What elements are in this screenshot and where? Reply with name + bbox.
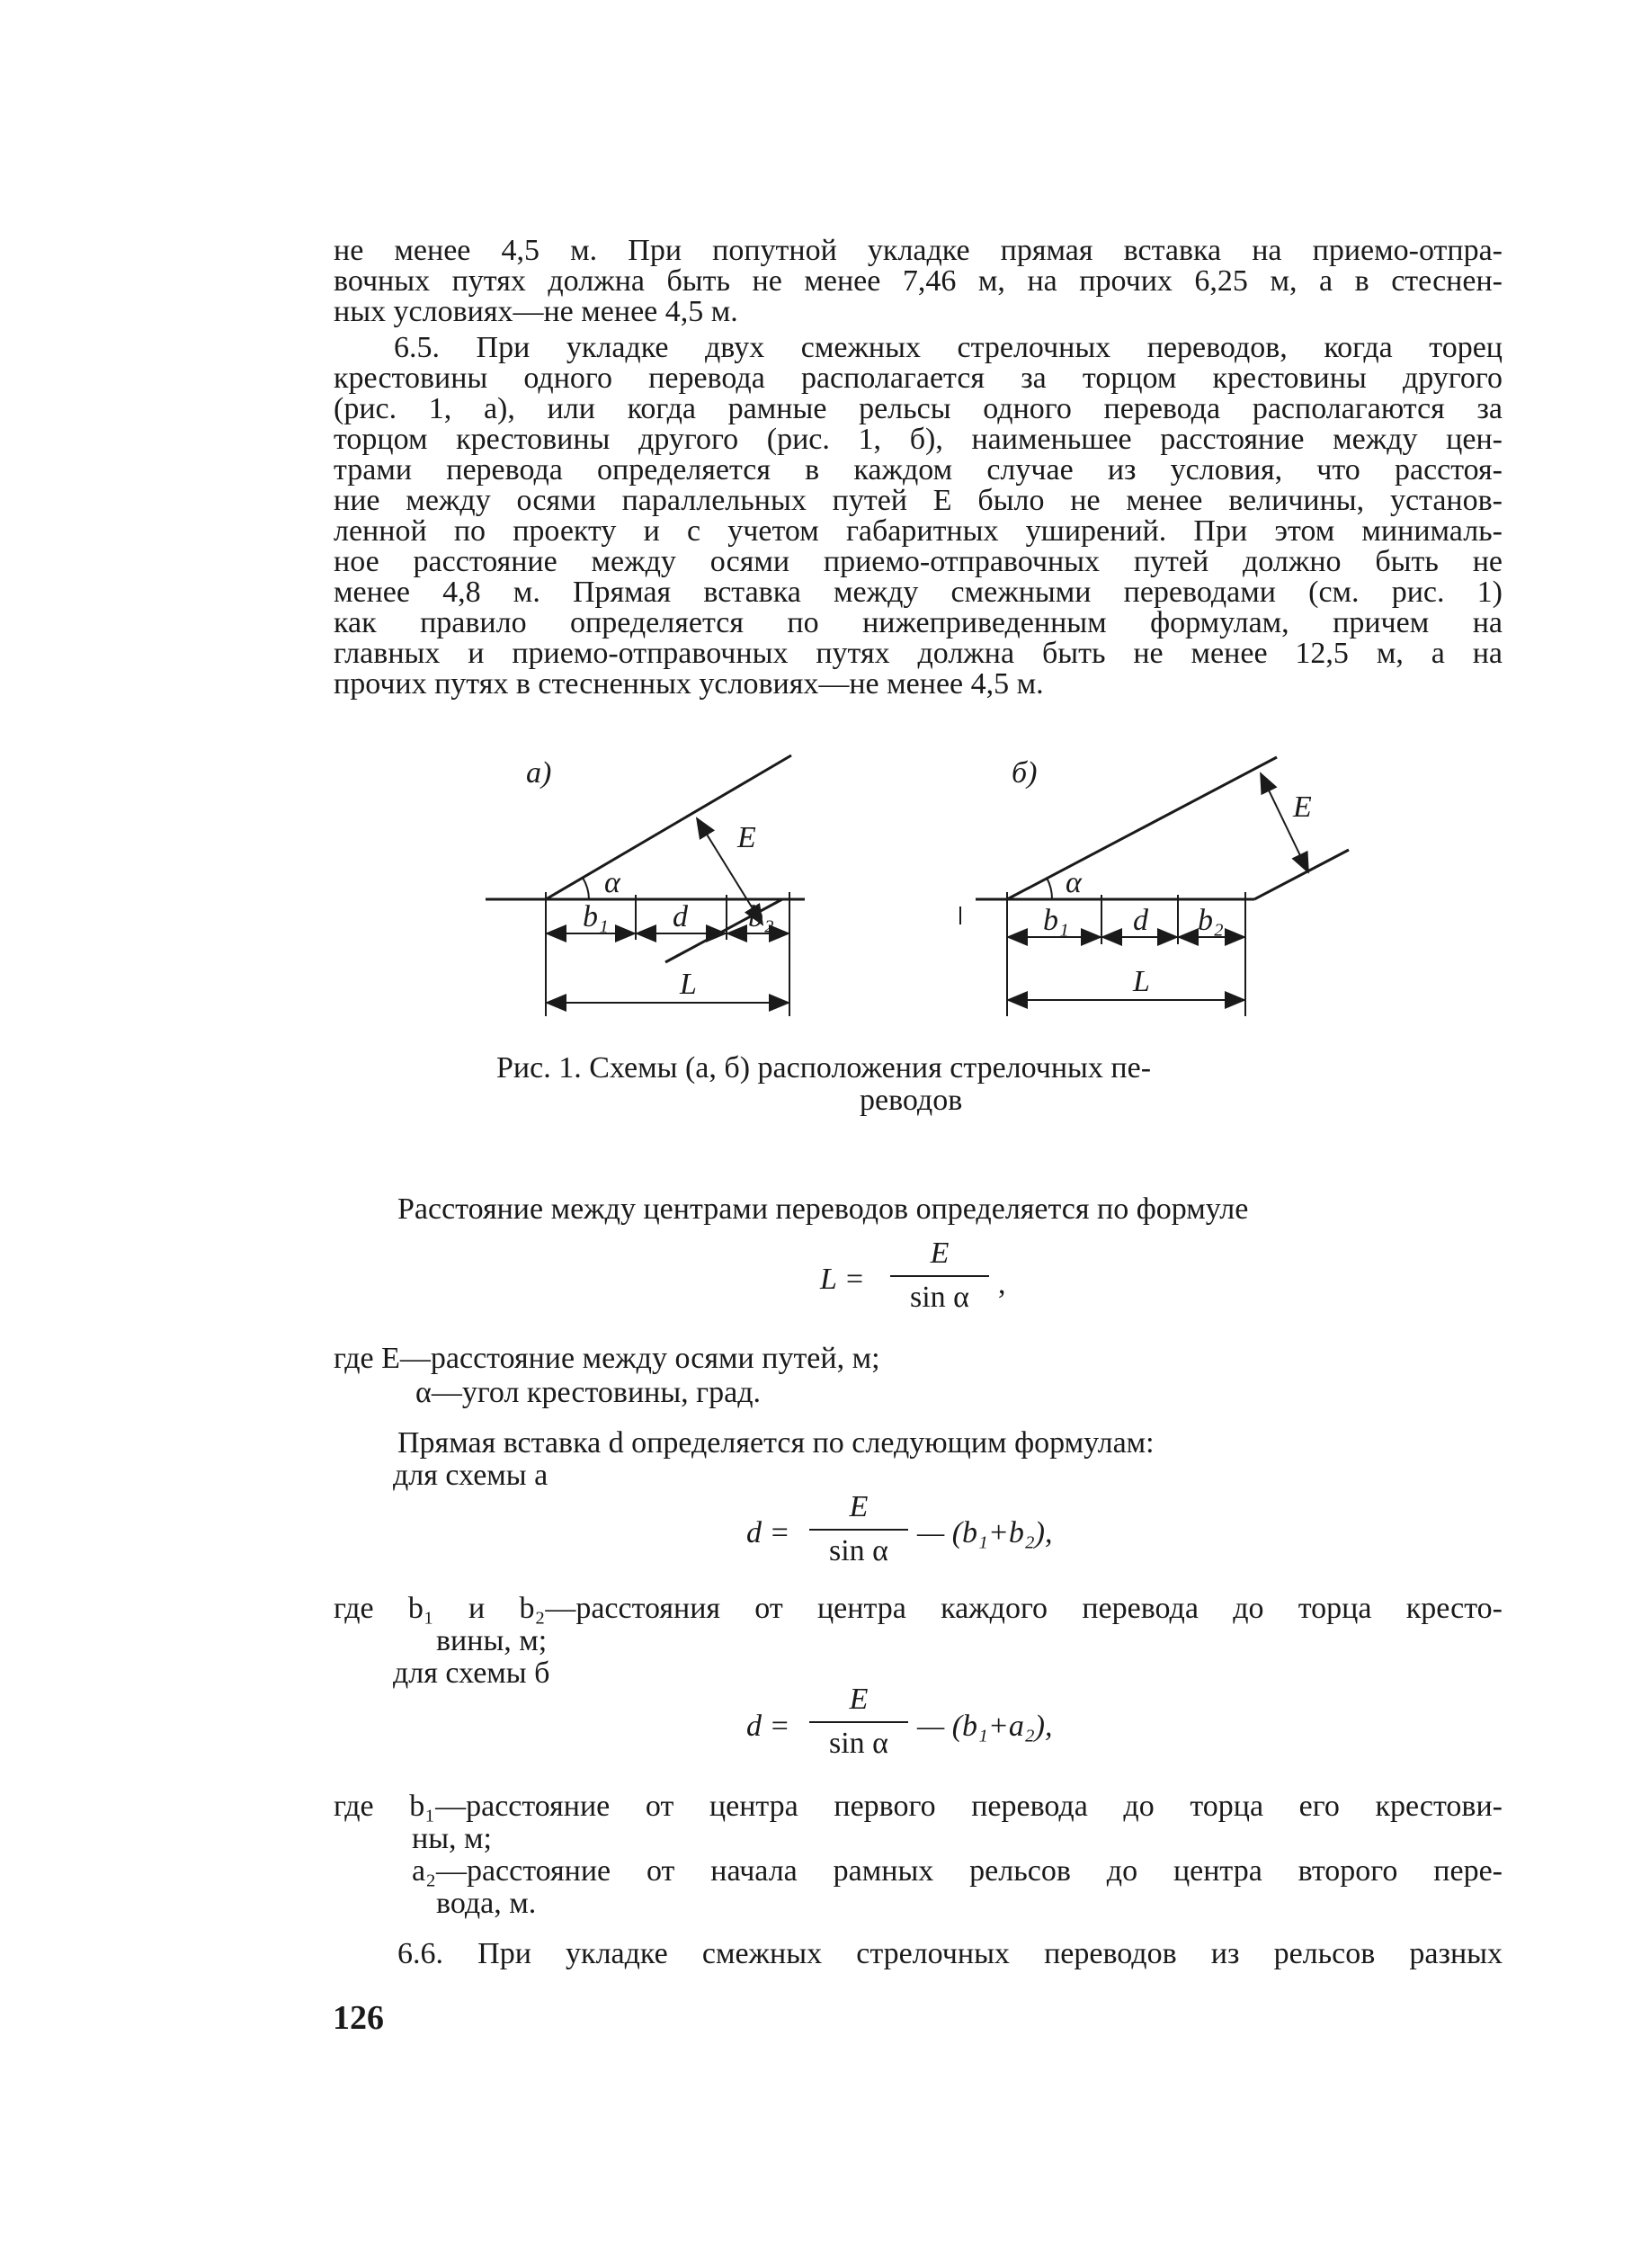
fraction-line — [809, 1529, 908, 1531]
formula-denominator: sin α — [910, 1281, 969, 1314]
alpha-label: α — [604, 866, 620, 899]
formula-denominator: sin α — [829, 1727, 888, 1760]
l-label: L — [1133, 965, 1150, 998]
formula-lhs: d = — [746, 1516, 790, 1549]
text-line: ных условиях—не менее 4,5 м. — [334, 295, 738, 328]
alpha-label: α — [1066, 866, 1082, 899]
text-line: α—угол крестовины, град. — [415, 1376, 762, 1409]
e-label: E — [1293, 790, 1312, 824]
text-line: Расстояние между центрами переводов определяется по формуле — [397, 1192, 1249, 1226]
text-line: крестовины одного перевода располагается за торцом крестовины другого — [334, 362, 1503, 395]
text-line: где b₁—расстояние от центра первого перевода до торца его крестови- — [334, 1790, 1503, 1823]
b2-label: b₂ — [1198, 904, 1224, 937]
page-number: 126 — [333, 1999, 384, 2037]
text-line: трами перевода определяется в каждом случае из условия, что расстоя- — [334, 453, 1503, 487]
text-line: a₂—расстояние от начала рамных рельсов до центра второго пере- — [412, 1854, 1503, 1888]
text-line: вода, м. — [436, 1887, 537, 1920]
l-label: L — [680, 968, 697, 1001]
b1-label: b₁ — [583, 900, 609, 933]
caption-line: реводов — [860, 1084, 963, 1117]
text-line: менее 4,8 м. Прямая вставка между смежными переводами (см. рис. 1) — [334, 576, 1503, 609]
figure-1 — [0, 737, 1632, 1061]
b1-label: b₁ — [1043, 904, 1069, 937]
formula-tail: , — [998, 1267, 1006, 1300]
formula-tail: — (b₁+b₂), — [917, 1516, 1053, 1549]
text-line: для схемы а — [393, 1459, 548, 1492]
text-line: (рис. 1, а), или когда рамные рельсы одного перевода располагаются за — [334, 392, 1503, 425]
formula-numerator: E — [849, 1490, 869, 1523]
text-line: ное расстояние между осями приемо-отправочных путей должно быть не — [334, 545, 1503, 578]
formula-lhs: L = — [820, 1263, 865, 1296]
formula-numerator: E — [930, 1237, 950, 1270]
text-line: 6.5. При укладке двух смежных стрелочных переводов, когда торец — [394, 331, 1503, 364]
b2-label: b₂ — [748, 900, 774, 933]
text-line: вочных путях должна быть не менее 7,46 м, на прочих 6,25 м, а в стеснен- — [334, 264, 1503, 298]
text-line: где b₁ и b₂—расстояния от центра каждого перевода до торца кресто- — [334, 1592, 1503, 1625]
d-label: d — [673, 900, 688, 933]
text-line: вины, м; — [436, 1624, 548, 1657]
text-line: главных и приемо-отправочных путях должна быть не менее 12,5 м, а на — [334, 637, 1503, 670]
angle-arc — [1047, 878, 1052, 899]
text-line: где E—расстояние между осями путей, м; — [334, 1342, 880, 1375]
formula-lhs: d = — [746, 1710, 790, 1743]
caption-line: Рис. 1. Схемы (а, б) расположения стрелочных пе- — [496, 1051, 1152, 1085]
paragraph-6-6: 6.6. При укладке смежных стрелочных переводов из рельсов разных — [397, 1937, 1503, 1970]
text-line: не менее 4,5 м. При попутной укладке прямая вставка на приемо-отпра- — [334, 234, 1503, 267]
scheme-b-label: б) — [1012, 756, 1038, 790]
scheme-a — [486, 755, 805, 1016]
scheme-a-label: а) — [526, 756, 552, 790]
angle-arc — [583, 878, 589, 899]
fraction-line — [809, 1721, 908, 1723]
text-line: ленной по проекту и с учетом габаритных уширений. При этом минималь- — [334, 514, 1503, 548]
formula-denominator: sin α — [829, 1534, 888, 1567]
formula-tail: — (b₁+a₂), — [917, 1710, 1053, 1743]
e-label: E — [737, 821, 756, 854]
text-line: Прямая вставка d определяется по следующим формулам: — [397, 1426, 1155, 1460]
scheme-b — [960, 756, 1349, 1016]
formula-numerator: E — [849, 1683, 869, 1716]
d-label: d — [1133, 904, 1148, 937]
text-line: прочих путях в стесненных условиях—не менее 4,5 м. — [334, 667, 1044, 701]
text-line: торцом крестовины другого (рис. 1, б), наименьшее расстояние между цен- — [334, 423, 1503, 456]
text-line: для схемы б — [393, 1656, 550, 1690]
fraction-line — [890, 1275, 989, 1277]
text-line: как правило определяется по нижеприведенным формулам, причем на — [334, 606, 1503, 639]
text-line: ны, м; — [412, 1822, 493, 1855]
text-line: ние между осями параллельных путей E было не менее величины, установ- — [334, 484, 1503, 517]
